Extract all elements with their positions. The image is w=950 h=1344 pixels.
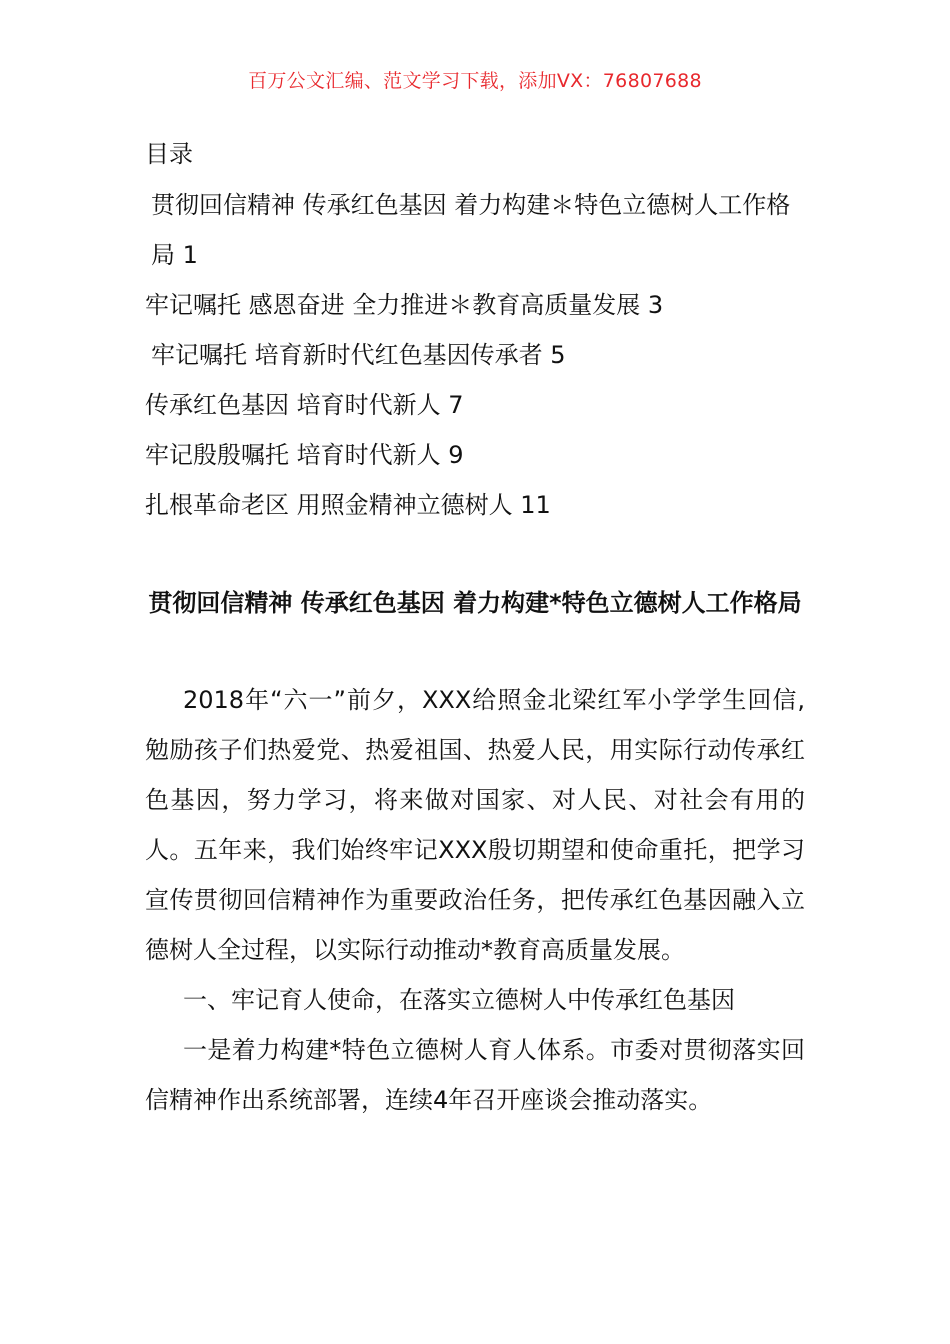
article-paragraph: 2018年“六一”前夕，XXX给照金北梁红军小学学生回信,勉励孩子们热爱党、热爱祖国、热爱人民，用实际行动传承红色基因，努力学习，将来做对国家、对人民、对社会有用的人。五年来，我们始终牢记XXX殷切期望和使命重托，把学习宣传贯彻回信精神作为重要政治任务，把传承红色基因融入立德树人全过程，以实际行动推动*教育高质量发展。 bbox=[145, 686, 805, 964]
toc-item[interactable]: 牢记嘱托 感恩奋进 全力推进＊教育高质量发展 3 bbox=[145, 291, 664, 319]
article-body bbox=[145, 675, 805, 1125]
article-title: 贯彻回信精神 传承红色基因 着力构建*特色立德树人工作格局 bbox=[148, 589, 802, 617]
toc-item[interactable]: 传承红色基因 培育时代新人 7 bbox=[145, 391, 464, 419]
article-paragraph: 一是着力构建*特色立德树人育人体系。市委对贯彻落实回信精神作出系统部署，连续4年召开座谈会推动落实。 bbox=[145, 1036, 805, 1114]
section-heading: 一、牢记育人使命，在落实立德树人中传承红色基因 bbox=[183, 986, 735, 1014]
toc-item[interactable]: 扎根革命老区 用照金精神立德树人 11 bbox=[145, 491, 551, 519]
table-of-contents bbox=[145, 180, 805, 530]
toc-item[interactable]: 牢记殷殷嘱托 培育时代新人 9 bbox=[145, 441, 464, 469]
toc-item[interactable]: 贯彻回信精神 传承红色基因 着力构建＊特色立德树人工作格局 1 bbox=[151, 191, 791, 269]
toc-item[interactable]: 牢记嘱托 培育新时代红色基因传承者 5 bbox=[151, 341, 566, 369]
toc-title: 目录 bbox=[145, 140, 193, 168]
promo-header-note: 百万公文汇编、范文学习下载，添加VX：76807688 bbox=[248, 70, 702, 92]
